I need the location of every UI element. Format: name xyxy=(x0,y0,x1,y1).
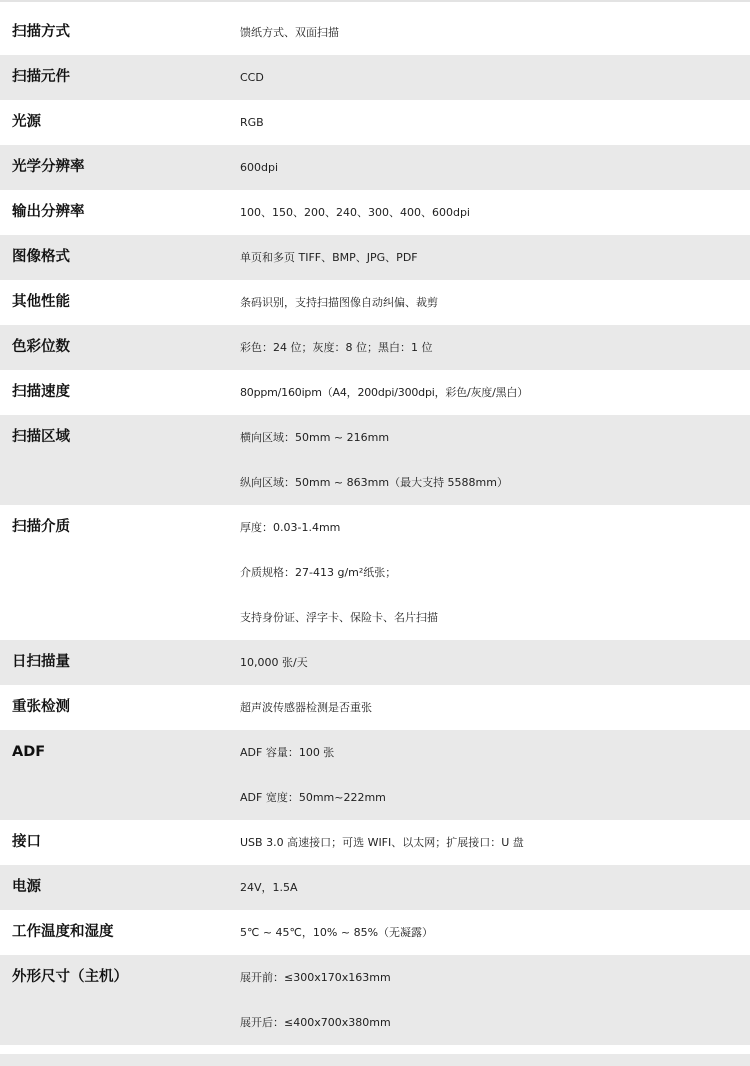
spec-row xyxy=(0,100,750,145)
spec-value: USB 3.0 高速接口；可选 WIFI、以太网；扩展接口：U 盘 xyxy=(240,836,524,849)
spec-label: 其他性能 xyxy=(12,294,70,310)
spec-label: 扫描介质 xyxy=(12,519,70,535)
spec-value: 24V，1.5A xyxy=(240,881,298,894)
spec-label: 重张检测 xyxy=(12,699,70,715)
spec-row xyxy=(0,730,750,820)
spec-value: 80ppm/160ipm（A4，200dpi/300dpi，彩色/灰度/黑白） xyxy=(240,386,529,399)
spec-values xyxy=(0,685,750,730)
spec-row xyxy=(0,370,750,415)
spec-value: 单页和多页 TIFF、BMP、JPG、PDF xyxy=(240,251,418,264)
spec-row xyxy=(0,865,750,910)
spec-label: 色彩位数 xyxy=(12,339,70,355)
spec-value: 展开前：≤300x170x163mm xyxy=(240,971,391,984)
spec-value: 横向区域：50mm ~ 216mm xyxy=(240,431,390,444)
spec-value: 超声波传感器检测是否重张 xyxy=(240,701,372,714)
spec-row xyxy=(0,505,750,640)
spec-values xyxy=(0,280,750,325)
spec-label: 光学分辨率 xyxy=(12,159,85,175)
spec-row xyxy=(0,415,750,505)
spec-value: 纵向区域：50mm ~ 863mm（最大支持 5588mm） xyxy=(240,476,508,489)
spec-value: 厚度：0.03-1.4mm xyxy=(240,521,341,534)
spec-value: 10,000 张/天 xyxy=(240,656,308,669)
spec-values xyxy=(0,415,750,505)
spec-row xyxy=(0,910,750,955)
spec-value: 介质规格：27-413 g/m²纸张； xyxy=(240,566,397,579)
spec-values xyxy=(0,820,750,865)
spec-value: 5℃ ~ 45℃，10% ~ 85%（无凝露） xyxy=(240,926,434,939)
spec-values xyxy=(0,505,750,640)
spec-label: 工作温度和湿度 xyxy=(12,924,114,940)
spec-value: CCD xyxy=(240,71,264,84)
spec-row xyxy=(0,640,750,685)
spec-value: 600dpi xyxy=(240,161,279,174)
spec-values xyxy=(0,865,750,910)
spec-label: ADF xyxy=(12,744,46,760)
spec-label: 扫描元件 xyxy=(12,69,70,85)
spec-label: 外形尺寸（主机） xyxy=(12,969,128,985)
spec-label: 输出分辨率 xyxy=(12,204,85,220)
spec-row xyxy=(0,280,750,325)
spec-values xyxy=(0,325,750,370)
spec-label: 扫描速度 xyxy=(12,384,70,400)
spec-values xyxy=(0,190,750,235)
top-rule xyxy=(0,0,750,2)
bottom-band xyxy=(0,1054,750,1066)
spec-label: 电源 xyxy=(12,879,41,895)
spec-value: 支持身份证、浮字卡、保险卡、名片扫描 xyxy=(240,611,438,624)
spec-values xyxy=(0,100,750,145)
spec-row xyxy=(0,190,750,235)
spec-values xyxy=(0,730,750,820)
spec-value: 100、150、200、240、300、400、600dpi xyxy=(240,206,470,219)
spec-row xyxy=(0,145,750,190)
spec-values xyxy=(0,640,750,685)
spec-values xyxy=(0,55,750,100)
spec-row xyxy=(0,955,750,1045)
spec-row xyxy=(0,10,750,55)
spec-label: 日扫描量 xyxy=(12,654,70,670)
spec-values xyxy=(0,235,750,280)
spec-row xyxy=(0,325,750,370)
spec-label: 光源 xyxy=(12,114,41,130)
spec-value: RGB xyxy=(240,116,264,129)
spec-label: 图像格式 xyxy=(12,249,70,265)
spec-row xyxy=(0,685,750,730)
spec-values xyxy=(0,370,750,415)
spec-value: 馈纸方式、双面扫描 xyxy=(240,26,339,39)
spec-value: 展开后：≤400x700x380mm xyxy=(240,1016,391,1029)
spec-values xyxy=(0,10,750,55)
spec-value: ADF 宽度：50mm~222mm xyxy=(240,791,386,804)
spec-label: 扫描方式 xyxy=(12,24,70,40)
spec-row xyxy=(0,235,750,280)
spec-value: 彩色：24 位；灰度：8 位；黑白：1 位 xyxy=(240,341,433,354)
spec-value: ADF 容量：100 张 xyxy=(240,746,335,759)
spec-value: 条码识别，支持扫描图像自动纠偏、裁剪 xyxy=(240,296,438,309)
spec-label: 接口 xyxy=(12,834,41,850)
spec-table xyxy=(0,10,750,1045)
spec-row xyxy=(0,820,750,865)
spec-row xyxy=(0,55,750,100)
spec-label: 扫描区域 xyxy=(12,429,70,445)
spec-values xyxy=(0,145,750,190)
